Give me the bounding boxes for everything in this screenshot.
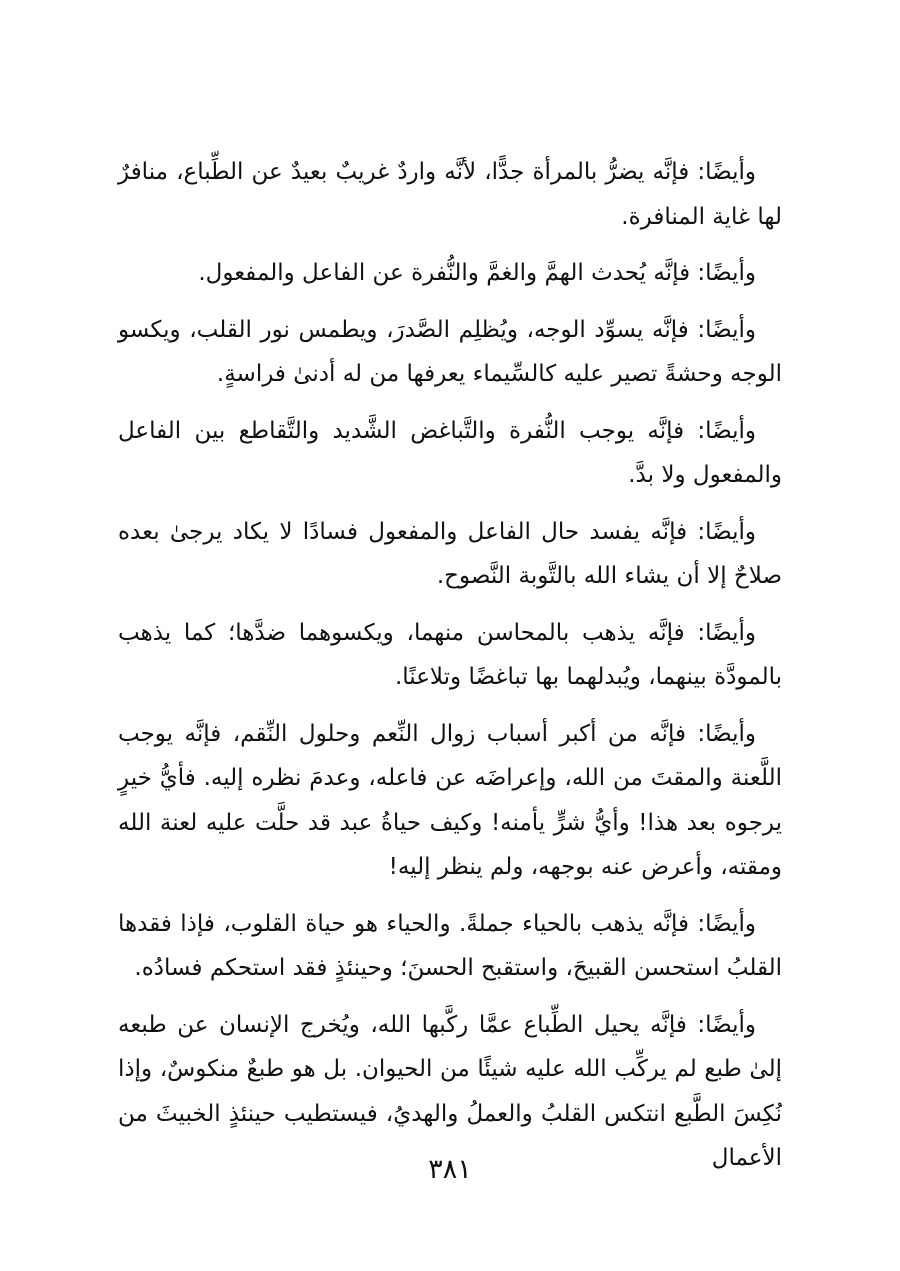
paragraph: وأيضًا: فإنَّه يذهب بالحياء جملةً. والحياء هو حياة القلوب، فإذا فقدها القلبُ استحسن القبيحَ، واستقبح الحسنَ؛ وحينئذٍ فقد استحكم فسادُه. — [118, 910, 782, 981]
paragraph: وأيضًا: فإنَّه يفسد حال الفاعل والمفعول فسادًا لا يكاد يرجىٰ بعده صلاحٌ إلا أن يشاء الله بالتَّوبة النَّصوح. — [118, 518, 782, 589]
paragraph: وأيضًا: فإنَّه يسوِّد الوجه، ويُظلِم الصَّدرَ، ويطمس نور القلب، ويكسو الوجه وحشةً تصير عليه كالسِّيماء يعرفها من له أدنىٰ فراسةٍ. — [118, 316, 782, 387]
paragraph: وأيضًا: فإنَّه يضرُّ بالمرأة جدًّا، لأنَّه واردٌ غريبٌ بعيدٌ عن الطِّباع، منافرٌ لها غاية المنافرة. — [118, 159, 782, 230]
paragraph: وأيضًا: فإنَّه يوجب النُّفرة والتَّباغض الشَّديد والتَّقاطع بين الفاعل والمفعول ولا بدَّ. — [118, 417, 782, 488]
body-text — [118, 150, 782, 1193]
paragraph: وأيضًا: فإنَّه يُحدث الهمَّ والغمَّ والنُّفرة عن الفاعل والمفعول. — [198, 260, 756, 286]
page-number: ٣٨١ — [428, 1154, 472, 1185]
paragraph: وأيضًا: فإنَّه يذهب بالمحاسن منهما، ويكسوهما ضدَّها؛ كما يذهب بالمودَّة بينهما، ويُبدلهما بها تباغضًا وتلاعنًا. — [118, 619, 782, 690]
paragraph: وأيضًا: فإنَّه من أكبر أسباب زوال النِّعم وحلول النِّقم، فإنَّه يوجب اللَّعنة والمقتَ من الله، وإعراضَه عن فاعله، وعدمَ نظره إليه. فأيُّ خيرٍ يرجوه بعد هذا! وأيُّ شرٍّ يأمنه! وكيف حياةُ عبد قد حلَّت عليه لعنة الله ومقته، وأعرض عنه بوجهه، ولم ينظر إليه! — [118, 720, 782, 880]
paragraph: وأيضًا: فإنَّه يحيل الطِّباع عمَّا ركَّبها الله، ويُخرج الإنسان عن طبعه إلىٰ طبع لم يركِّب الله عليه شيئًا من الحيوان. بل هو طبعٌ منكوسٌ، وإذا نُكِسَ الطَّبع انتكس القلبُ والعملُ والهديُ، فيستطيب حينئذٍ الخبيثَ من الأعمال — [118, 1011, 782, 1171]
